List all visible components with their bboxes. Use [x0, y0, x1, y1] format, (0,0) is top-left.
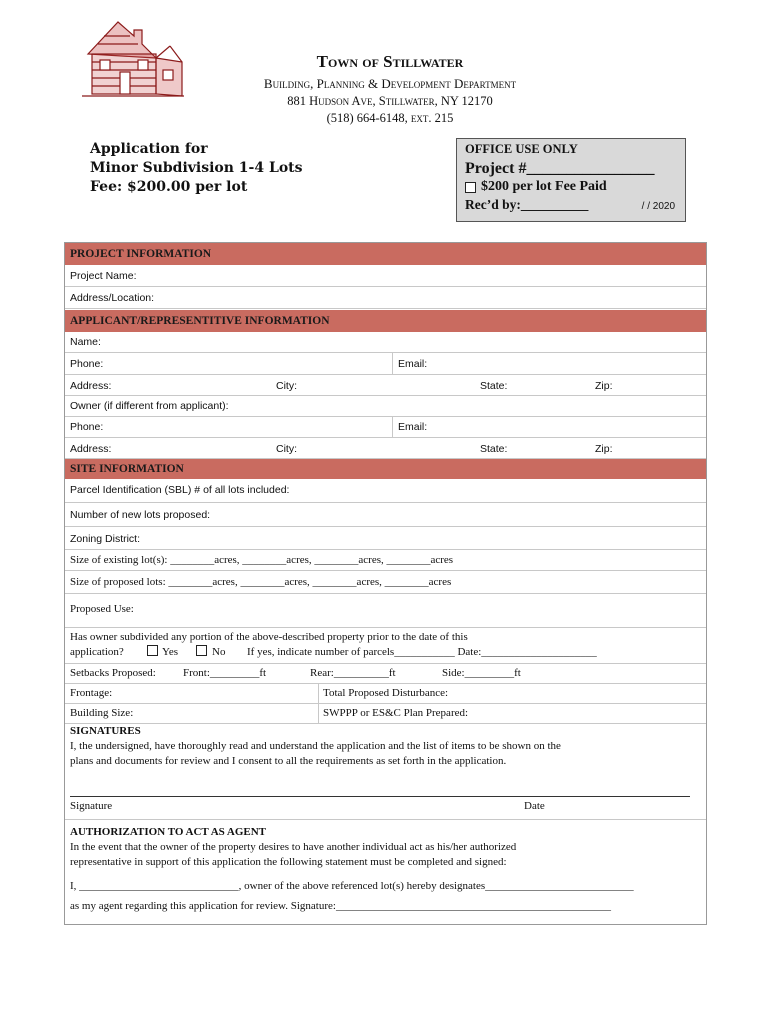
no-checkbox[interactable] — [196, 645, 207, 656]
frontage-row — [65, 684, 706, 704]
front-setback-field[interactable]: Front:_________ft — [183, 667, 267, 679]
owner-address-row — [65, 438, 706, 459]
section-applicant-heading: APPLICANT/REPRESENTITIVE INFORMATION — [65, 310, 706, 332]
project-name-label: Project Name: — [70, 270, 137, 282]
column-divider — [392, 417, 393, 438]
office-use-title: OFFICE USE ONLY — [465, 142, 578, 156]
agent-text-line1: In the event that the owner of the property desires to have another individual act as his/her authorized — [70, 841, 517, 853]
app-title-line1: Application for — [90, 141, 208, 157]
signatures-text-line1: I, the undersigned, have thoroughly read and understand the application and the list of items to be shown on the — [70, 740, 561, 752]
office-date: / / 2020 — [641, 201, 675, 212]
applicant-city-label[interactable]: City: — [276, 380, 297, 392]
signatures-text-line2: plans and documents for review and I consent to all the requirements as set forth in the application. — [70, 755, 507, 767]
application-label: application? — [70, 646, 124, 658]
yes-label: Yes — [162, 646, 179, 658]
swppp-label[interactable]: SWPPP or ES&C Plan Prepared: — [323, 707, 469, 719]
applicant-email-label[interactable]: Email: — [398, 358, 428, 370]
department-phone: (518) 664-6148, ext. 215 — [326, 111, 454, 125]
frontage-label[interactable]: Frontage: — [70, 687, 113, 699]
existing-lots-field[interactable] — [65, 550, 706, 571]
office-project-number: Project #________________ — [465, 160, 655, 177]
owner-label: Owner (if different from applicant): — [70, 400, 229, 412]
rear-setback-field[interactable]: Rear:__________ft — [310, 667, 396, 679]
signature-date-label: Date — [524, 800, 545, 812]
owner-address-label[interactable]: Address: — [70, 443, 112, 455]
office-recd-by: Rec’d by:__________ — [465, 197, 589, 212]
applicant-name-field[interactable] — [65, 332, 706, 353]
project-address-field[interactable] — [65, 287, 706, 309]
building-size-label[interactable]: Building Size: — [70, 707, 134, 719]
applicant-phone-label[interactable]: Phone: — [70, 358, 104, 370]
new-lots-label: Number of new lots proposed: — [70, 509, 211, 521]
signature-line[interactable] — [70, 796, 690, 797]
owner-row[interactable] — [65, 396, 706, 417]
new-lots-field[interactable] — [65, 503, 706, 527]
owner-zip-label[interactable]: Zip: — [595, 443, 613, 455]
project-address-label: Address/Location: — [70, 292, 155, 304]
agent-text-line2: representative in support of this application the following statement must be completed and signed: — [70, 856, 507, 868]
prior-subdivision-row — [65, 628, 706, 664]
proposed-lots-label: Size of proposed lots: ________acres, ________acres, ________acres, ________acres — [70, 576, 452, 588]
app-fee: Fee: $200.00 per lot — [90, 179, 248, 195]
sbl-field[interactable] — [65, 479, 706, 503]
parcels-date-field[interactable]: If yes, indicate number of parcels___________ Date:_____________________ — [247, 646, 597, 658]
no-label: No — [212, 646, 226, 658]
yes-checkbox[interactable] — [147, 645, 158, 656]
disturbance-label[interactable]: Total Proposed Disturbance: — [323, 687, 449, 699]
applicant-contact-row — [65, 353, 706, 375]
side-setback-field[interactable]: Side:_________ft — [442, 667, 521, 679]
building-row — [65, 704, 706, 724]
applicant-address-row — [65, 375, 706, 396]
owner-city-label[interactable]: City: — [276, 443, 297, 455]
owner-email-label[interactable]: Email: — [398, 421, 428, 433]
setbacks-label: Setbacks Proposed: — [70, 667, 156, 679]
existing-lots-label: Size of existing lot(s): ________acres, ________acres, ________acres, ________acres — [70, 554, 454, 566]
proposed-use-field[interactable] — [65, 594, 706, 628]
application-form — [64, 242, 707, 925]
owner-contact-row — [65, 417, 706, 438]
signatures-heading: SIGNATURES — [70, 725, 141, 737]
proposed-lots-field[interactable] — [65, 571, 706, 594]
divider — [65, 819, 706, 820]
agent-designation-field[interactable]: I, _____________________________, owner of the above referenced lot(s) hereby designates___________________________ — [70, 880, 634, 892]
sbl-label: Parcel Identification (SBL) # of all lots included: — [70, 484, 290, 496]
applicant-name-label: Name: — [70, 336, 101, 348]
agent-heading: AUTHORIZATION TO ACT AS AGENT — [70, 826, 267, 838]
setbacks-row — [65, 664, 706, 684]
applicant-state-label[interactable]: State: — [480, 380, 508, 392]
agent-signature-field[interactable]: as my agent regarding this application for review. Signature:__________________________________________________ — [70, 900, 611, 912]
prior-subdivision-question: Has owner subdivided any portion of the above-described property prior to the date of this — [70, 631, 468, 643]
fee-paid-checkbox[interactable] — [465, 182, 476, 193]
column-divider — [392, 353, 393, 375]
zoning-label: Zoning District: — [70, 533, 141, 545]
proposed-use-label: Proposed Use: — [70, 603, 134, 615]
section-project-heading: PROJECT INFORMATION — [65, 243, 706, 265]
owner-phone-label[interactable]: Phone: — [70, 421, 104, 433]
department-name: Building, Planning & Development Department — [263, 76, 517, 91]
department-address: 881 Hudson Ave, Stillwater, NY 12170 — [287, 94, 493, 108]
fee-paid-label: $200 per lot Fee Paid — [481, 179, 607, 194]
owner-state-label[interactable]: State: — [480, 443, 508, 455]
app-title-line2: Minor Subdivision 1-4 Lots — [90, 160, 303, 176]
application-title — [90, 140, 303, 197]
applicant-address-label[interactable]: Address: — [70, 380, 112, 392]
project-name-field[interactable] — [65, 265, 706, 287]
town-title: Town of Stillwater — [316, 52, 464, 71]
zoning-field[interactable] — [65, 527, 706, 550]
section-site-heading: SITE INFORMATION — [65, 459, 706, 479]
signature-label: Signature — [70, 800, 113, 812]
office-use-box — [456, 138, 686, 222]
house-logo-icon — [78, 16, 188, 104]
applicant-zip-label[interactable]: Zip: — [595, 380, 613, 392]
